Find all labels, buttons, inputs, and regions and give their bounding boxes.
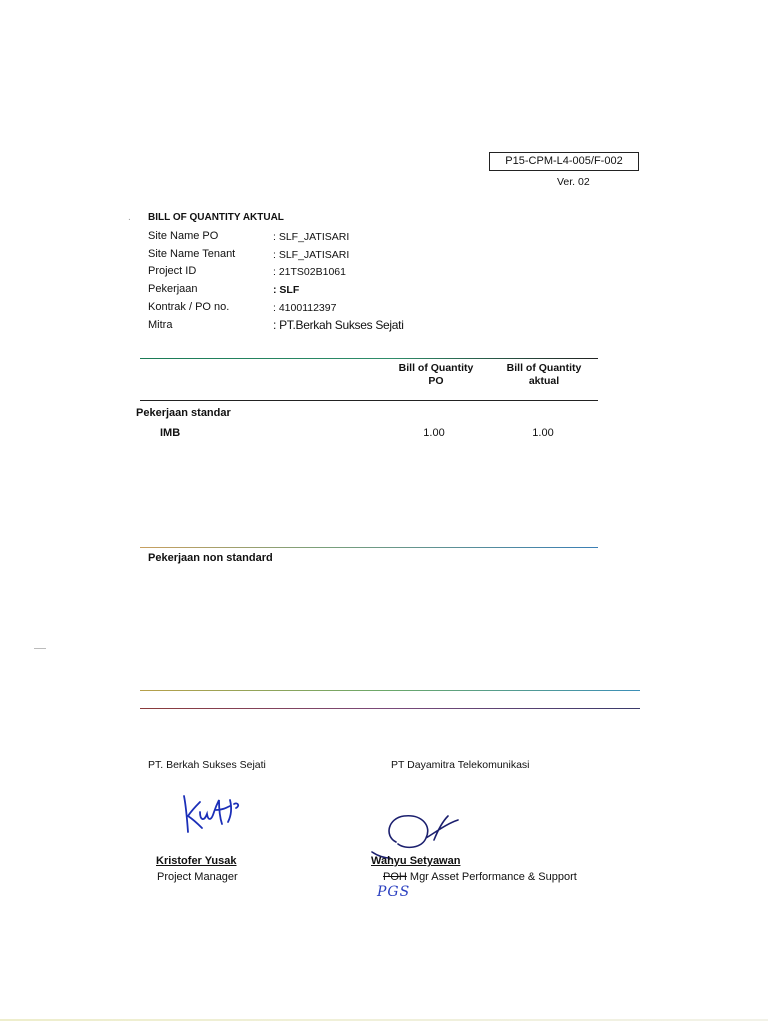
column-header-boq-aktual-line1: Bill of Quantity: [506, 362, 582, 374]
document-version: Ver. 02: [557, 176, 590, 188]
info-value-project-id: : 21TS02B1061: [273, 266, 346, 278]
info-label-project-id: Project ID: [148, 265, 197, 277]
column-header-boq-aktual: [489, 362, 599, 388]
footer-rule-lower: [140, 708, 640, 709]
table-row-boq-aktual-value: 1.00: [532, 427, 554, 439]
table-row-boq-po-value: 1.00: [423, 427, 445, 439]
signatory-left-name: Kristofer Yusak: [156, 855, 237, 867]
scan-mark: [34, 648, 46, 649]
document-title: BILL OF QUANTITY AKTUAL: [148, 212, 284, 223]
table-top-rule: [140, 358, 598, 359]
section-label-pekerjaan-non-standard: Pekerjaan non standard: [148, 552, 273, 564]
scan-speck: .: [128, 212, 131, 223]
table-header-rule: [140, 400, 598, 401]
signatory-right-name: Wahyu Setyawan: [371, 855, 461, 867]
info-label-site-name-po: Site Name PO: [148, 230, 219, 242]
left-handwritten-signature: [176, 788, 248, 838]
column-header-boq-aktual-line2: aktual: [528, 375, 560, 387]
signatory-left-role: Project Manager: [157, 871, 238, 883]
section-divider-rule: [140, 547, 598, 548]
document-code-box: P15-CPM-L4-005/F-002: [489, 152, 639, 171]
info-value-pekerjaan: : SLF: [273, 284, 300, 296]
table-row-item-label: IMB: [160, 427, 181, 439]
signatory-right-role: [383, 871, 577, 883]
handwritten-note-pgs: PGS: [377, 884, 411, 900]
signatory-left-company: PT. Berkah Sukses Sejati: [148, 759, 266, 771]
info-label-pekerjaan: Pekerjaan: [148, 283, 198, 295]
info-label-mitra: Mitra: [148, 319, 173, 331]
signatory-right-role-text: Mgr Asset Performance & Support: [406, 871, 577, 883]
scan-edge: [0, 1019, 768, 1021]
signatory-right-role-struck: POH: [383, 871, 407, 883]
signatory-right-company: PT Dayamitra Telekomunikasi: [391, 759, 530, 771]
info-label-kontrak-po: Kontrak / PO no.: [148, 301, 230, 313]
column-header-boq-po-line1: Bill of Quantity: [398, 362, 474, 374]
info-value-site-name-po: : SLF_JATISARI: [273, 231, 350, 243]
info-value-mitra: : PT.Berkah Sukses Sejati: [273, 318, 404, 332]
info-value-kontrak-po: : 4100112397: [273, 302, 337, 314]
column-header-boq-po-line2: PO: [428, 375, 444, 387]
info-value-site-name-tenant: : SLF_JATISARI: [273, 249, 350, 261]
section-label-pekerjaan-standar: Pekerjaan standar: [136, 407, 231, 419]
footer-rule-upper: [140, 690, 640, 691]
info-label-site-name-tenant: Site Name Tenant: [148, 248, 236, 260]
column-header-boq-po: [381, 362, 491, 388]
